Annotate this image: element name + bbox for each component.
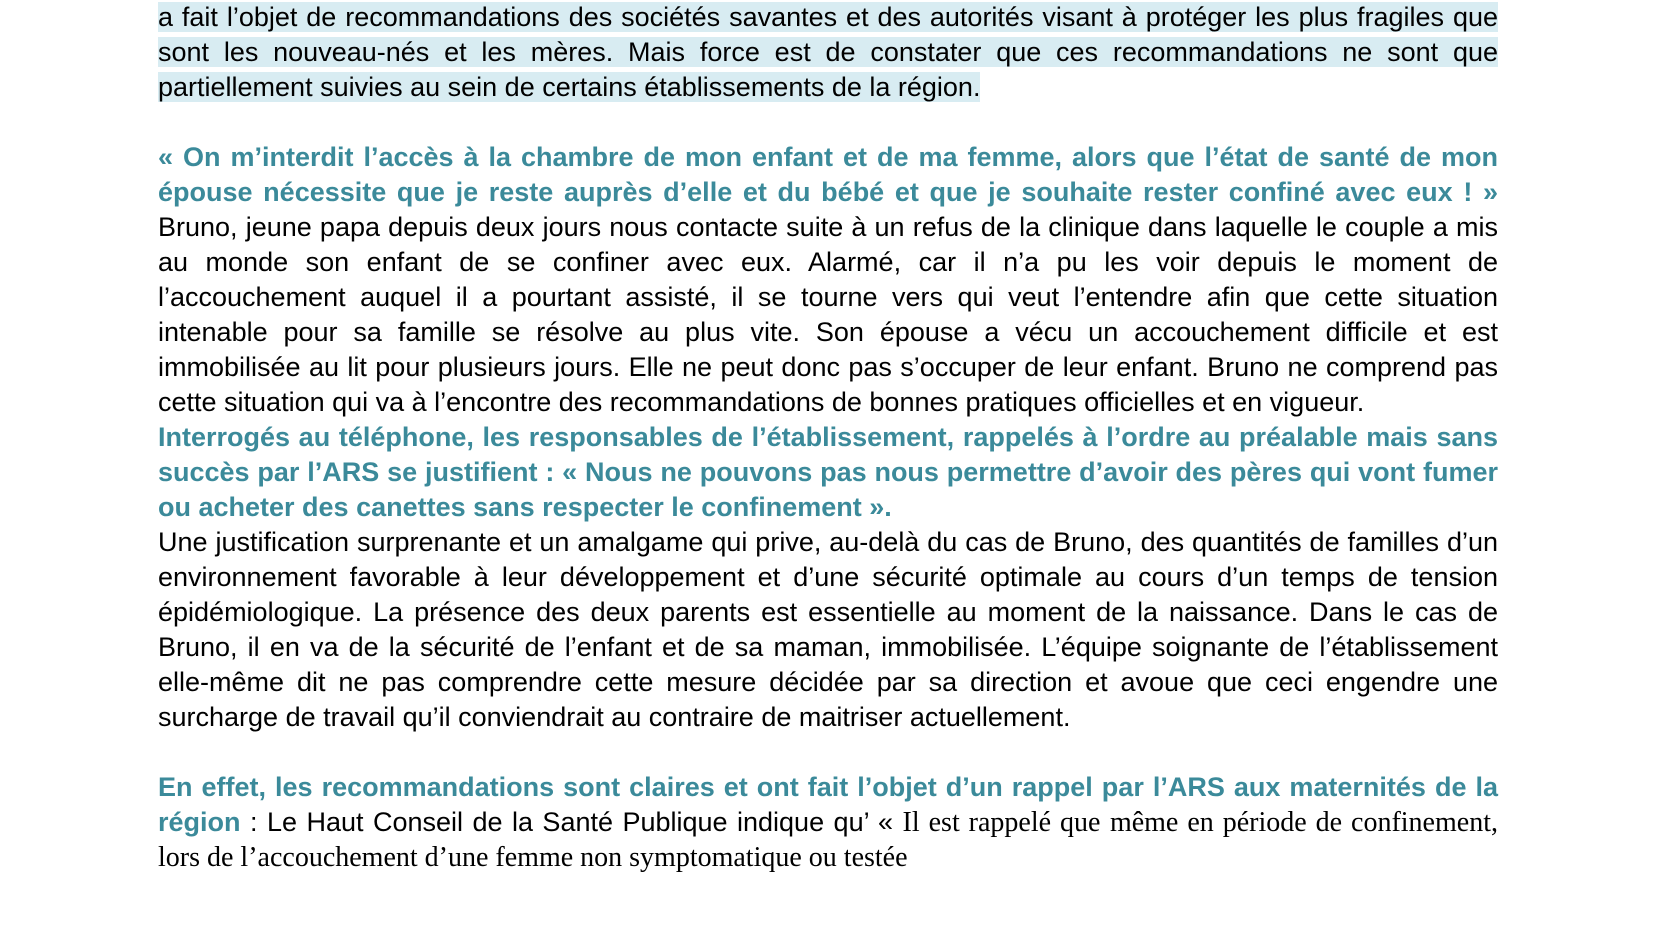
analysis-text: Une justification surprenante et un amalgame qui prive, au-delà du cas de Bruno, des quantités de familles d’un environnement favorable à leur développement et d’une sécurité optimale au cours d’un temps de tension épidémiologique. La présence des deux parents est essentielle au moment de la naissance. Dans le cas de Bruno, il en va de la sécurité de l’enfant et de sa maman, immobilisée. L’équipe soignante de l’établissement elle-même dit ne pas comprendre cette mesure décidée par sa direction et avoue que ceci engendre une surcharge de travail qu’il conviendrait au contraire de maitriser actuellement. [158,527,1498,732]
hcsp-quote-start: Il est rappelé que [902,807,1101,838]
hcsp-quote-continued: même en période de confinement, lors de l’accouchement d’une femme non symptomatique ou testée [158,807,1498,873]
testimony-paragraph [158,140,1498,420]
paragraph-gap [158,105,1498,140]
clinic-response-text: Interrogés au téléphone, les responsables de l’établissement, rappelés à l’ordre au préalable mais sans succès par l’ARS se justifient : « Nous ne pouvons pas nous permettre d’avoir des pères qui vont fumer ou acheter des canettes sans respecter le confinement ». [158,422,1498,522]
highlighted-text: a fait l’objet de recommandations des sociétés savantes et des autorités visant à protéger les plus fragiles que sont les nouveau-nés et les mères. Mais force est de constater que ces recommandations ne sont que partiellement suivies au sein de certains établissements de la région. [158,2,1498,102]
document-page [158,0,1498,875]
recommendations-paragraph [158,770,1498,875]
testimony-text: Bruno, jeune papa depuis deux jours nous contacte suite à un refus de la clinique dans laquelle le couple a mis au monde son enfant de se confiner avec eux. Alarmé, car il n’a pu les voir depuis le moment de l’accouchement auquel il a pourtant assisté, il se tourne vers qui veut l’entendre afin que cette situation intenable pour sa famille se résolve au plus vite. Son épouse a vécu un accouchement difficile et est immobilisée au lit pour plusieurs jours. Elle ne peut donc pas s’occuper de leur enfant. Bruno ne comprend pas cette situation qui va à l’encontre des recommandations de bonnes pratiques officielles et en vigueur. [158,212,1498,417]
paragraph-gap [158,735,1498,770]
intro-paragraph [158,0,1498,105]
clinic-response-paragraph [158,420,1498,525]
father-quote: « On m’interdit l’accès à la chambre de mon enfant et de ma femme, alors que l’état de santé de mon épouse nécessite que je reste auprès d’elle et du bébé et que je souhaite rester confiné avec eux ! » [158,142,1498,207]
recommendations-lead: En effet, les recommandations sont claires et ont fait l’objet d’un rappel par l’ARS aux maternités de la région [158,772,1498,837]
recommendations-text: : Le Haut Conseil de la Santé Publique indique qu’ « [240,807,903,837]
analysis-paragraph [158,525,1498,735]
